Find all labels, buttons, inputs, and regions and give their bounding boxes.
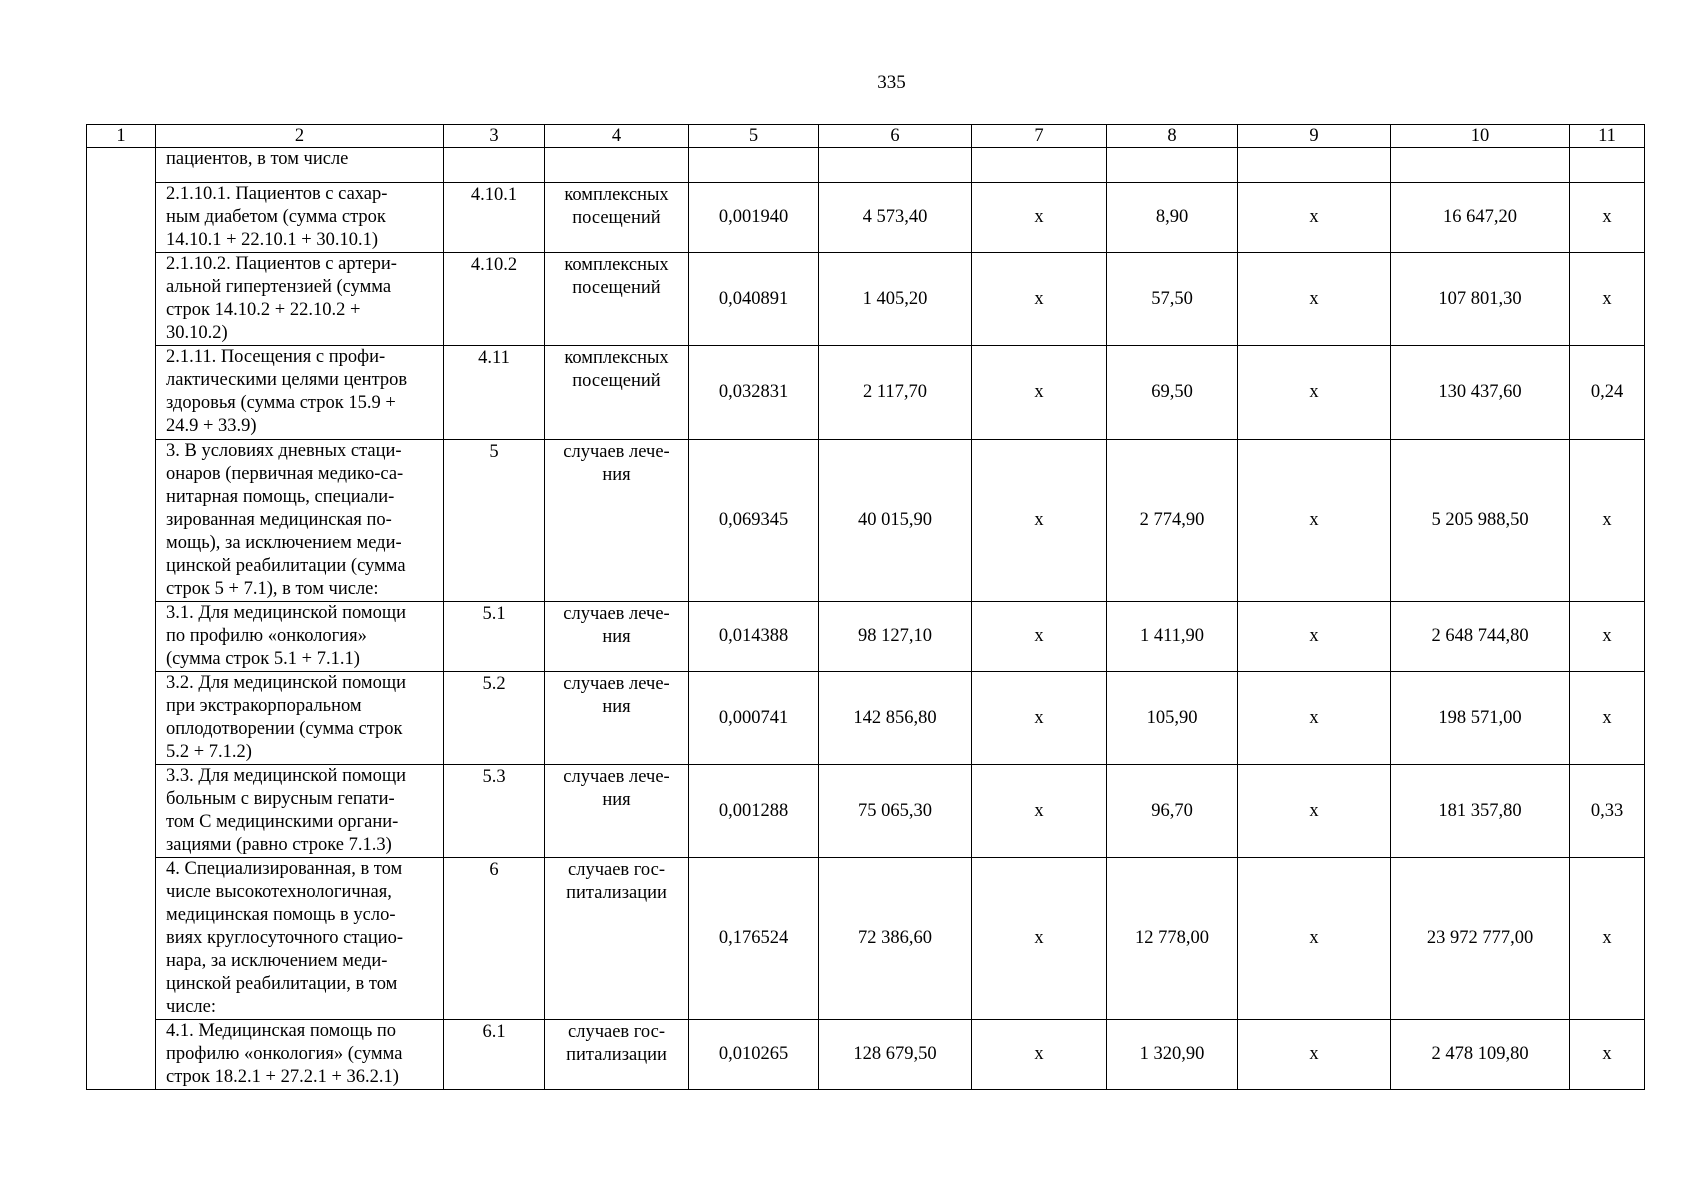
column-number-header: 5 <box>689 125 819 148</box>
col9-value-cell: х <box>1238 440 1391 602</box>
col6-value-cell: 1 405,20 <box>819 253 972 346</box>
col6-value-cell: 72 386,60 <box>819 858 972 1020</box>
col8-value-cell: 12 778,00 <box>1107 858 1238 1020</box>
col6-value-cell: 40 015,90 <box>819 440 972 602</box>
row-name-cell: 3. В условиях дневных стаци- онаров (первичная медико-са- нитарная помощь, специали- зированная медицинская по- мощь), за исключением меди- цинской реабилитации (сумма строк 5 + 7.1), в том числе: <box>156 440 444 602</box>
table-row <box>87 1020 1645 1090</box>
col6-value-cell: 75 065,30 <box>819 765 972 858</box>
col5-value-cell: 0,069345 <box>689 440 819 602</box>
col7-value-cell: х <box>972 672 1107 765</box>
column-number-header: 11 <box>1570 125 1645 148</box>
column-number-row <box>87 125 1645 148</box>
row-unit-cell: случаев гос- питализации <box>545 858 689 1020</box>
row-code-cell: 4.10.1 <box>444 183 545 253</box>
row-code-cell: 4.10.2 <box>444 253 545 346</box>
col10-value-cell: 5 205 988,50 <box>1391 440 1570 602</box>
column-number-header: 10 <box>1391 125 1570 148</box>
col8-value-cell: 69,50 <box>1107 346 1238 440</box>
col9-value-cell: х <box>1238 346 1391 440</box>
col6-value-cell: 2 117,70 <box>819 346 972 440</box>
table-row <box>87 148 1645 183</box>
col8-value-cell: 105,90 <box>1107 672 1238 765</box>
col5-value-cell: 0,032831 <box>689 346 819 440</box>
col9-value-cell: х <box>1238 183 1391 253</box>
col8-value-cell: 2 774,90 <box>1107 440 1238 602</box>
col7-value-cell: х <box>972 765 1107 858</box>
table-row <box>87 765 1645 858</box>
col10-value-cell: 2 648 744,80 <box>1391 602 1570 672</box>
col5-value-cell <box>689 148 819 183</box>
col10-value-cell: 181 357,80 <box>1391 765 1570 858</box>
row-name-cell: 3.3. Для медицинской помощи больным с вирусным гепати- том С медицинскими органи- зациями (равно строке 7.1.3) <box>156 765 444 858</box>
col9-value-cell: х <box>1238 672 1391 765</box>
column-number-header: 7 <box>972 125 1107 148</box>
row-unit-cell: комплексных посещений <box>545 183 689 253</box>
col8-value-cell: 1 411,90 <box>1107 602 1238 672</box>
column-number-header: 2 <box>156 125 444 148</box>
row-unit-cell <box>545 148 689 183</box>
row-unit-cell: случаев гос- питализации <box>545 1020 689 1090</box>
column-number-header: 3 <box>444 125 545 148</box>
row-unit-cell: комплексных посещений <box>545 253 689 346</box>
col10-value-cell: 107 801,30 <box>1391 253 1570 346</box>
row-code-cell: 5.2 <box>444 672 545 765</box>
col5-value-cell: 0,000741 <box>689 672 819 765</box>
row-name-cell: 4.1. Медицинская помощь по профилю «онкология» (сумма строк 18.2.1 + 27.2.1 + 36.2.1) <box>156 1020 444 1090</box>
table-row <box>87 183 1645 253</box>
row-unit-cell: случаев лече- ния <box>545 765 689 858</box>
row-name-cell: 3.2. Для медицинской помощи при экстракорпоральном оплодотворении (сумма строк 5.2 + 7.1.2) <box>156 672 444 765</box>
row-unit-cell: комплексных посещений <box>545 346 689 440</box>
row-code-cell <box>444 148 545 183</box>
table-row <box>87 346 1645 440</box>
column-number-header: 6 <box>819 125 972 148</box>
col11-value-cell <box>1570 148 1645 183</box>
col6-value-cell: 142 856,80 <box>819 672 972 765</box>
col7-value-cell: х <box>972 183 1107 253</box>
row-name-cell: пациентов, в том числе <box>156 148 444 183</box>
row-unit-cell: случаев лече- ния <box>545 672 689 765</box>
col8-value-cell <box>1107 148 1238 183</box>
col7-value-cell: х <box>972 602 1107 672</box>
col11-value-cell: х <box>1570 253 1645 346</box>
row-name-cell: 2.1.11. Посещения с профи- лактическими целями центров здоровья (сумма строк 15.9 + 24.9 + 33.9) <box>156 346 444 440</box>
column-number-header: 1 <box>87 125 156 148</box>
row-code-cell: 5.3 <box>444 765 545 858</box>
column-number-header: 8 <box>1107 125 1238 148</box>
column-number-header: 9 <box>1238 125 1391 148</box>
row-name-cell: 2.1.10.2. Пациентов с артери- альной гипертензией (сумма строк 14.10.2 + 22.10.2 + 30.10.2) <box>156 253 444 346</box>
row-code-cell: 4.11 <box>444 346 545 440</box>
row-code-cell: 5.1 <box>444 602 545 672</box>
col9-value-cell: х <box>1238 858 1391 1020</box>
table-row <box>87 440 1645 602</box>
col10-value-cell: 16 647,20 <box>1391 183 1570 253</box>
col7-value-cell: х <box>972 440 1107 602</box>
col6-value-cell: 98 127,10 <box>819 602 972 672</box>
col7-value-cell: х <box>972 858 1107 1020</box>
col8-value-cell: 57,50 <box>1107 253 1238 346</box>
col7-value-cell <box>972 148 1107 183</box>
col9-value-cell: х <box>1238 253 1391 346</box>
col11-value-cell: х <box>1570 183 1645 253</box>
col11-value-cell: х <box>1570 858 1645 1020</box>
table-row <box>87 672 1645 765</box>
col6-value-cell <box>819 148 972 183</box>
data-table <box>86 124 1645 1090</box>
col5-value-cell: 0,001288 <box>689 765 819 858</box>
row-name-cell: 2.1.10.1. Пациентов с сахар- ным диабетом (сумма строк 14.10.1 + 22.10.1 + 30.10.1) <box>156 183 444 253</box>
col5-value-cell: 0,040891 <box>689 253 819 346</box>
table-row <box>87 602 1645 672</box>
col10-value-cell <box>1391 148 1570 183</box>
col11-value-cell: х <box>1570 1020 1645 1090</box>
col11-value-cell: 0,33 <box>1570 765 1645 858</box>
col11-value-cell: х <box>1570 602 1645 672</box>
col7-value-cell: х <box>972 1020 1107 1090</box>
col5-value-cell: 0,010265 <box>689 1020 819 1090</box>
table-row <box>87 253 1645 346</box>
col5-value-cell: 0,176524 <box>689 858 819 1020</box>
col6-value-cell: 128 679,50 <box>819 1020 972 1090</box>
col8-value-cell: 8,90 <box>1107 183 1238 253</box>
col7-value-cell: х <box>972 253 1107 346</box>
col10-value-cell: 198 571,00 <box>1391 672 1570 765</box>
col9-value-cell <box>1238 148 1391 183</box>
row-name-cell: 4. Специализированная, в том числе высокотехнологичная, медицинская помощь в усло- виях круглосуточного стацио- нара, за исключением меди- цинской реабилитации, в том числе: <box>156 858 444 1020</box>
col5-value-cell: 0,014388 <box>689 602 819 672</box>
page-number: 335 <box>877 72 906 93</box>
col9-value-cell: х <box>1238 765 1391 858</box>
col11-value-cell: 0,24 <box>1570 346 1645 440</box>
row-code-cell: 6.1 <box>444 1020 545 1090</box>
col6-value-cell: 4 573,40 <box>819 183 972 253</box>
row-unit-cell: случаев лече- ния <box>545 602 689 672</box>
col10-value-cell: 130 437,60 <box>1391 346 1570 440</box>
row-unit-cell: случаев лече- ния <box>545 440 689 602</box>
col7-value-cell: х <box>972 346 1107 440</box>
table-row <box>87 858 1645 1020</box>
col8-value-cell: 96,70 <box>1107 765 1238 858</box>
col11-value-cell: х <box>1570 672 1645 765</box>
row-code-cell: 5 <box>444 440 545 602</box>
col8-value-cell: 1 320,90 <box>1107 1020 1238 1090</box>
col10-value-cell: 2 478 109,80 <box>1391 1020 1570 1090</box>
col5-value-cell: 0,001940 <box>689 183 819 253</box>
col10-value-cell: 23 972 777,00 <box>1391 858 1570 1020</box>
col11-value-cell: х <box>1570 440 1645 602</box>
row-name-cell: 3.1. Для медицинской помощи по профилю «онкология» (сумма строк 5.1 + 7.1.1) <box>156 602 444 672</box>
row-code-cell: 6 <box>444 858 545 1020</box>
col9-value-cell: х <box>1238 602 1391 672</box>
col9-value-cell: х <box>1238 1020 1391 1090</box>
column-number-header: 4 <box>545 125 689 148</box>
section-number-cell <box>87 148 156 1090</box>
